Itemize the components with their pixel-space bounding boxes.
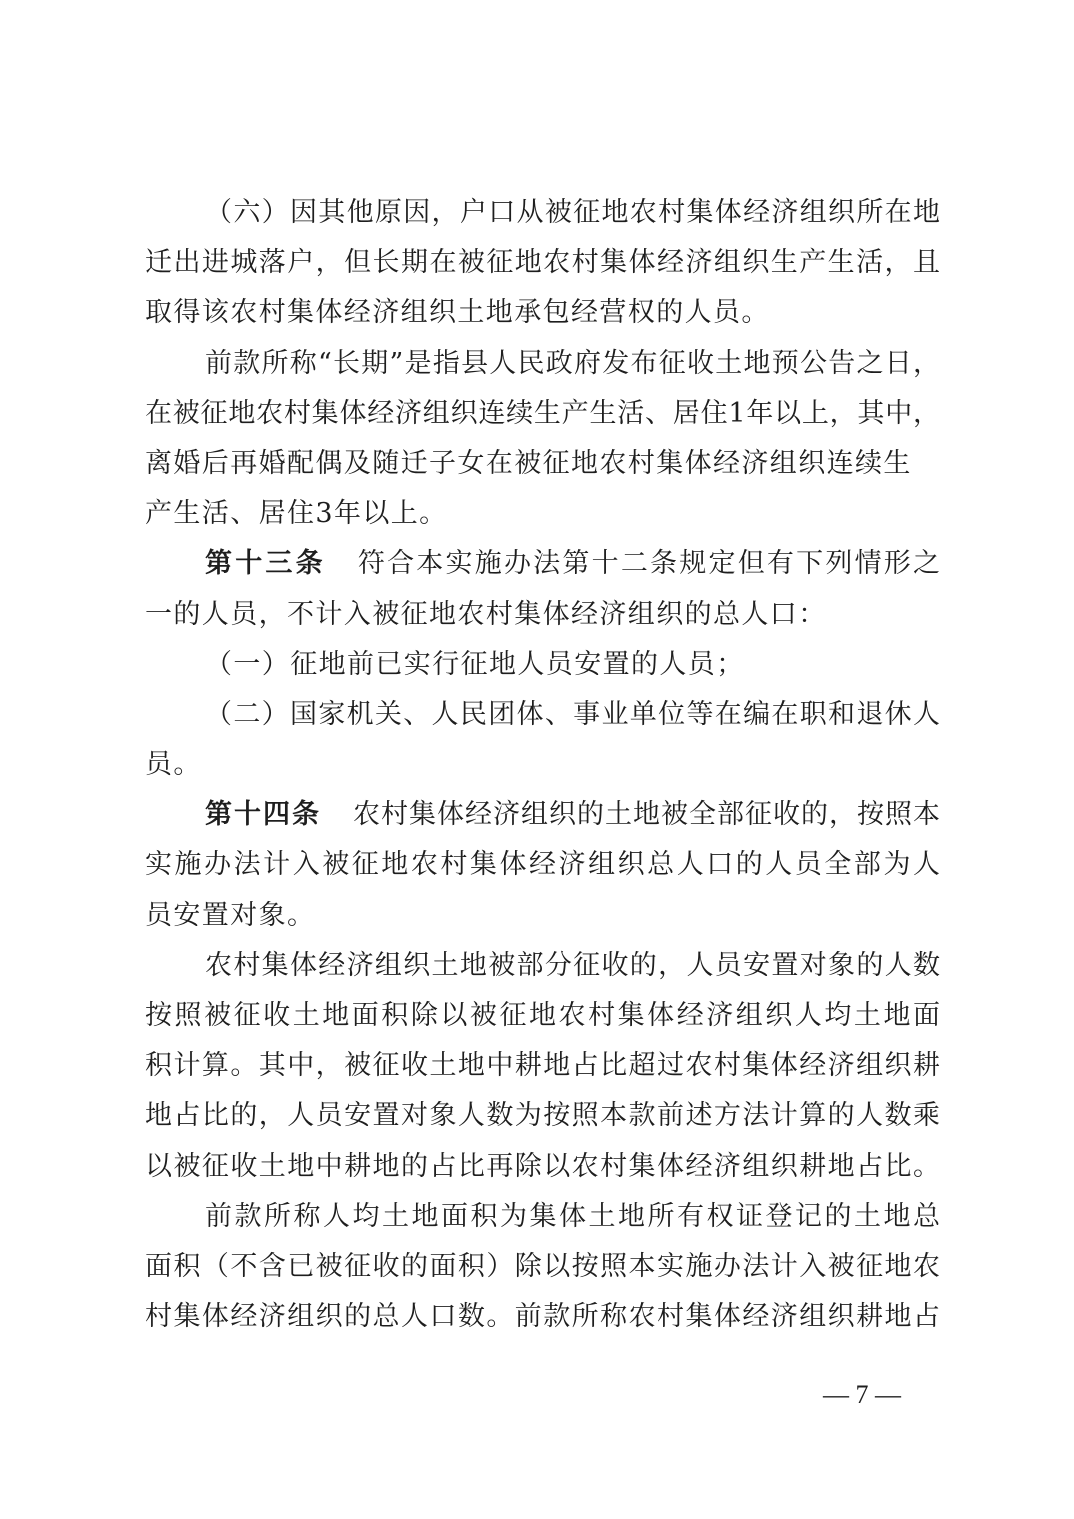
list-item xyxy=(145,640,940,690)
text-line: 实施办法计入被征地农村集体经济组织总人口的人员全部为人 xyxy=(145,849,940,881)
text-line: 一的人员，不计入被征地农村集体经济组织的总人口： xyxy=(145,598,827,630)
text-line: 迁出进城落户，但长期在被征地农村集体经济组织生产生活，且 xyxy=(145,247,940,279)
paragraph xyxy=(145,1192,940,1343)
article-paragraph xyxy=(145,790,940,941)
text-line: 按照被征收土地面积除以被征地农村集体经济组织人均土地面 xyxy=(145,1000,940,1031)
article-heading: 第十三条 xyxy=(205,548,326,580)
text-line xyxy=(145,790,940,840)
text-line: 员安置对象。 xyxy=(145,899,316,931)
text-line: 以被征收土地中耕地的占比再除以农村集体经济组织耕地占比。 xyxy=(145,1150,940,1182)
text-line: 前款所称人均土地面积为集体土地所有权证登记的土地总 xyxy=(205,1200,940,1232)
text-line: （六）因其他原因，户口从被征地农村集体经济组织所在地 xyxy=(205,197,940,228)
text-line: （二）国家机关、人民团体、事业单位等在编在职和退休人 xyxy=(205,698,940,730)
text-line: 员。 xyxy=(145,749,202,781)
text-line: （一）征地前已实行征地人员安置的人员； xyxy=(205,648,745,680)
text-line: 取得该农村集体经济组织土地承包经营权的人员。 xyxy=(145,297,770,329)
text-line: 积计算。其中，被征收土地中耕地占比超过农村集体经济组织耕 xyxy=(145,1050,940,1082)
article-heading: 第十四条 xyxy=(205,799,321,831)
text-line-content: 符合本实施办法第十二条规定但有下列情形之 xyxy=(357,548,940,580)
text-line: 在被征地农村集体经济组织连续生产生活、居住1年以上，其中， xyxy=(145,397,940,429)
text-line: 地占比的，人员安置对象人数为按照本款前述方法计算的人数乘 xyxy=(145,1100,940,1132)
document-body xyxy=(145,188,940,1342)
paragraph xyxy=(145,188,940,339)
text-line: 面积（不含已被征收的面积）除以按照本实施办法计入被征地农 xyxy=(145,1250,940,1282)
text-line: 产生活、居住3年以上。 xyxy=(145,498,448,530)
text-line-content: 农村集体经济组织的土地被全部征收的，按照本 xyxy=(353,799,940,831)
list-item xyxy=(145,690,940,790)
text-line xyxy=(145,539,940,589)
text-line: 村集体经济组织的总人口数。前款所称农村集体经济组织耕地占 xyxy=(145,1301,940,1333)
paragraph xyxy=(145,339,940,540)
article-paragraph xyxy=(145,539,940,639)
page-number: — 7 — xyxy=(823,1380,901,1409)
text-line: 农村集体经济组织土地被部分征收的，人员安置对象的人数 xyxy=(205,949,940,981)
text-line: 离婚后再婚配偶及随迁子女在被征地农村集体经济组织连续生 xyxy=(145,447,912,479)
text-line: 前款所称“长期”是指县人民政府发布征收土地预公告之日， xyxy=(205,347,940,379)
paragraph xyxy=(145,941,940,1192)
